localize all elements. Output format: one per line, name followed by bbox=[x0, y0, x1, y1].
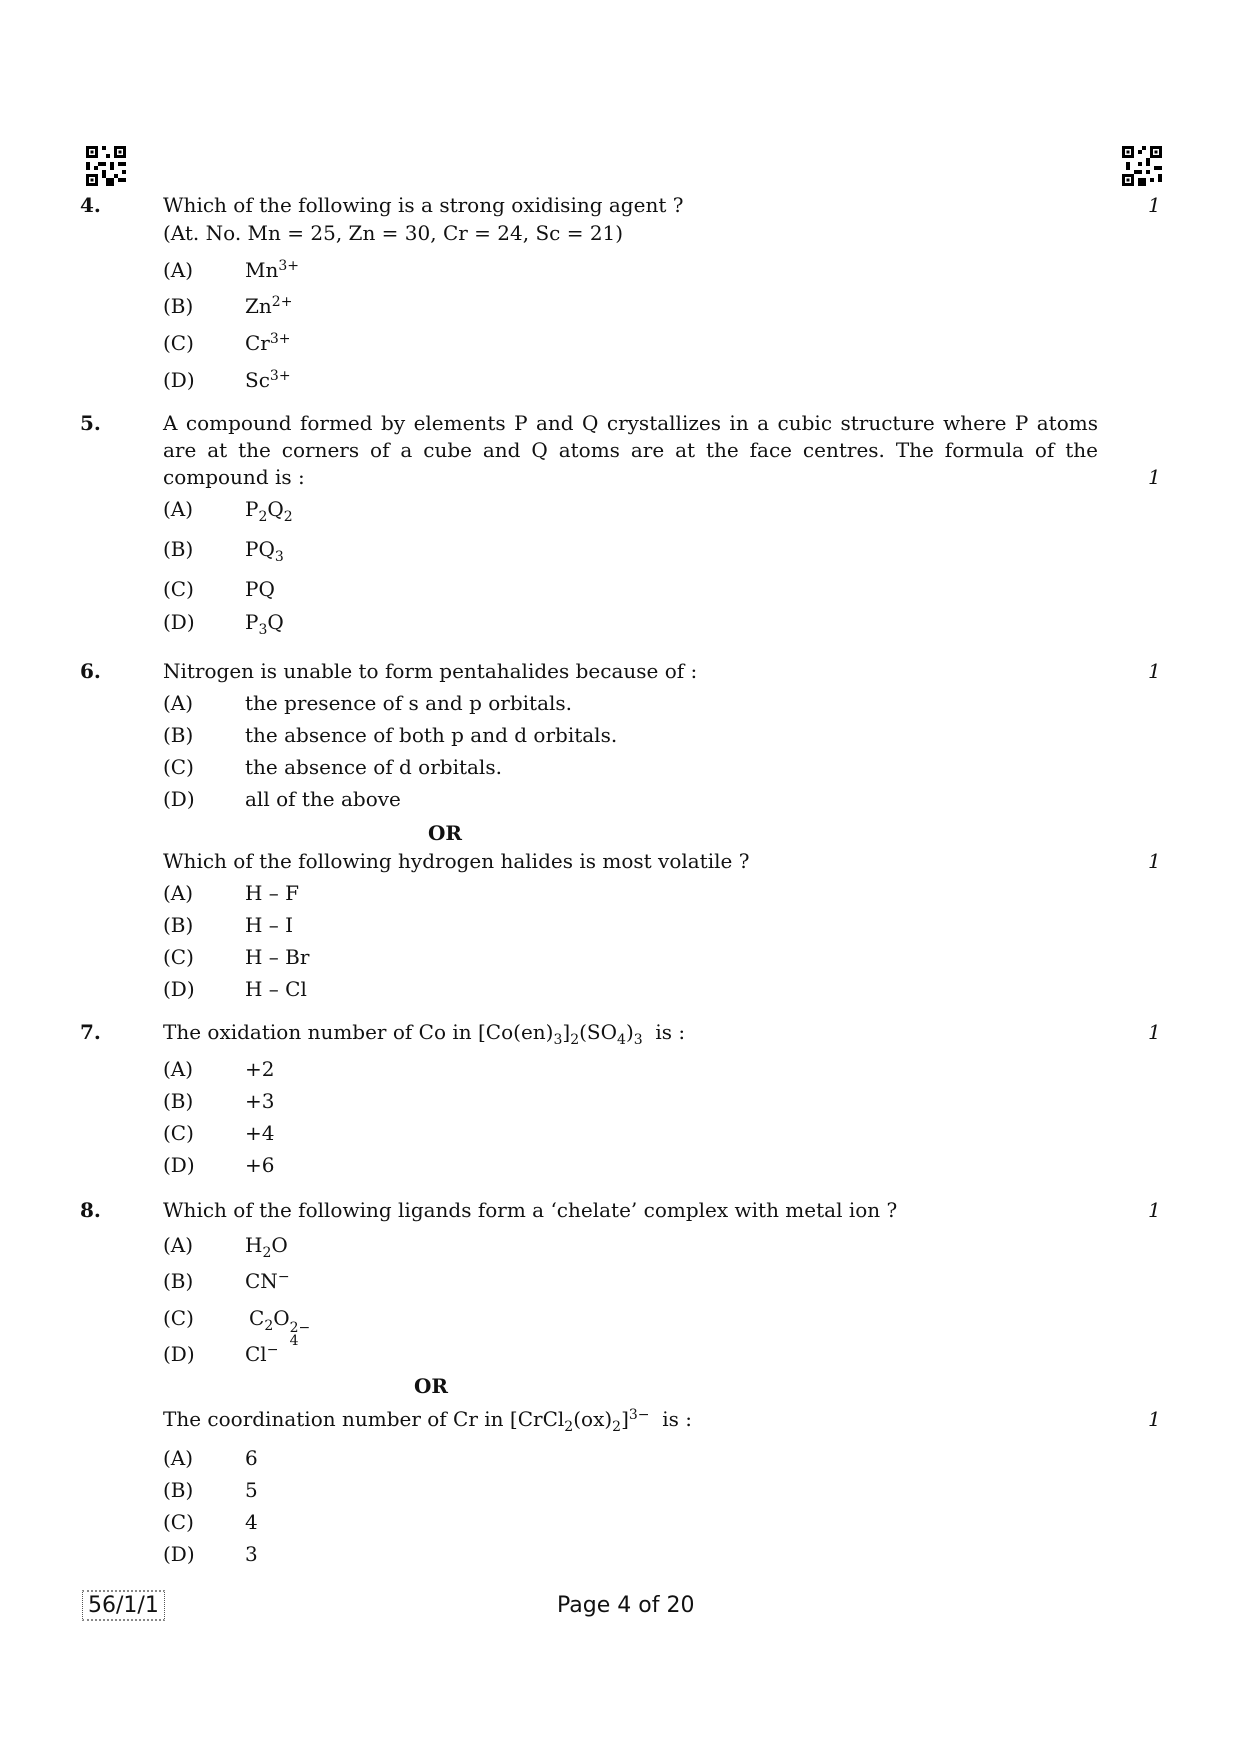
option-text: $P_2Q_2$ bbox=[245, 497, 293, 525]
option-label: (D) bbox=[163, 368, 195, 392]
marks: 1 bbox=[1148, 1020, 1161, 1044]
option-text: the presence of s and p orbitals. bbox=[245, 691, 573, 715]
option-text: $H_2O$ bbox=[245, 1233, 288, 1261]
option-label: (C) bbox=[163, 331, 194, 355]
option-text: H – I bbox=[245, 913, 294, 937]
option-text: PQ bbox=[245, 577, 275, 601]
formula: $[Co(en)_3]_2(SO_4)_3$ bbox=[478, 1020, 643, 1048]
option-label: (D) bbox=[163, 787, 195, 811]
option-text: the absence of d orbitals. bbox=[245, 755, 502, 779]
option-label: (C) bbox=[163, 1121, 194, 1145]
option-label: (D) bbox=[163, 977, 195, 1001]
option-text: 6 bbox=[245, 1446, 258, 1470]
option-label: (B) bbox=[163, 913, 194, 937]
option-label: (A) bbox=[163, 881, 194, 905]
option-text: all of the above bbox=[245, 787, 401, 811]
or-separator: OR bbox=[428, 821, 463, 845]
option-text: $Sc^{3+}$ bbox=[245, 368, 291, 392]
question-text: Nitrogen is unable to form pentahalides because of : bbox=[163, 659, 698, 683]
option-label: (B) bbox=[163, 1089, 194, 1113]
question-text: The coordination number of Cr in $[CrCl_2(ox)_2]^{3-}$ is : bbox=[163, 1407, 693, 1435]
option-text: 3 bbox=[245, 1542, 258, 1566]
qr-code-icon bbox=[86, 146, 126, 186]
question-note: (At. No. Mn = 25, Zn = 30, Cr = 24, Sc = 21) bbox=[163, 221, 624, 245]
option-text: $Cr^{3+}$ bbox=[245, 331, 291, 355]
option-text: Cl− bbox=[245, 1342, 279, 1366]
option-text: CN− bbox=[245, 1269, 290, 1293]
option-label: (A) bbox=[163, 1057, 194, 1081]
option-label: (D) bbox=[163, 1342, 195, 1366]
option-text: $Zn^{2+}$ bbox=[245, 294, 293, 318]
option-label: (C) bbox=[163, 945, 194, 969]
option-text: +6 bbox=[245, 1153, 275, 1177]
option-label: (B) bbox=[163, 294, 194, 318]
question-number: 6. bbox=[80, 659, 101, 683]
marks: 1 bbox=[1148, 659, 1161, 683]
marks: 1 bbox=[1148, 1198, 1161, 1222]
marks: 1 bbox=[1148, 1407, 1161, 1431]
or-separator: OR bbox=[414, 1374, 449, 1398]
option-text: $P_3Q$ bbox=[245, 610, 284, 638]
option-text: the absence of both p and d orbitals. bbox=[245, 723, 618, 747]
question-text: compound is : bbox=[163, 465, 305, 489]
option-label: (C) bbox=[163, 1306, 194, 1330]
formula: $[CrCl_2(ox)_2]^{3-}$ bbox=[509, 1407, 650, 1435]
question-number: 4. bbox=[80, 193, 101, 217]
question-number: 8. bbox=[80, 1198, 101, 1222]
question-text: are at the corners of a cube and Q atoms are at the face centres. The formula of the bbox=[163, 438, 1098, 462]
option-text: $C_2O$ 2− 4 bbox=[249, 1306, 311, 1349]
marks: 1 bbox=[1148, 465, 1161, 489]
option-label: (D) bbox=[163, 1153, 195, 1177]
question-text: Which of the following ligands form a ‘chelate’ complex with metal ion ? bbox=[163, 1198, 898, 1222]
paper-code: 56/1/1 bbox=[82, 1590, 165, 1621]
option-text: +4 bbox=[245, 1121, 275, 1145]
option-text: H – Cl bbox=[245, 977, 307, 1001]
option-label: (C) bbox=[163, 755, 194, 779]
question-text: Which of the following hydrogen halides is most volatile ? bbox=[163, 849, 750, 873]
option-label: (B) bbox=[163, 537, 194, 561]
option-label: (B) bbox=[163, 1478, 194, 1502]
page-number: Page 4 of 20 bbox=[557, 1593, 695, 1618]
option-label: (C) bbox=[163, 1510, 194, 1534]
qr-code-icon bbox=[1122, 146, 1162, 186]
option-label: (A) bbox=[163, 1233, 194, 1257]
question-text: A compound formed by elements P and Q crystallizes in a cubic structure where P atoms bbox=[163, 411, 1098, 435]
option-text: 4 bbox=[245, 1510, 258, 1534]
option-text: +3 bbox=[245, 1089, 275, 1113]
option-label: (D) bbox=[163, 610, 195, 634]
option-label: (C) bbox=[163, 577, 194, 601]
option-label: (A) bbox=[163, 1446, 194, 1470]
question-number: 5. bbox=[80, 411, 101, 435]
option-text: H – Br bbox=[245, 945, 310, 969]
marks: 1 bbox=[1148, 193, 1161, 217]
option-label: (A) bbox=[163, 258, 194, 282]
option-label: (A) bbox=[163, 691, 194, 715]
option-text: H – F bbox=[245, 881, 300, 905]
question-text: The oxidation number of Co in $[Co(en)_3]_2(SO_4)_3$ is : bbox=[163, 1020, 686, 1048]
option-text: $Mn^{3+}$ bbox=[245, 258, 299, 282]
option-label: (B) bbox=[163, 723, 194, 747]
question-text: Which of the following is a strong oxidising agent ? bbox=[163, 193, 684, 217]
option-label: (A) bbox=[163, 497, 194, 521]
option-label: (D) bbox=[163, 1542, 195, 1566]
option-text: 5 bbox=[245, 1478, 258, 1502]
marks: 1 bbox=[1148, 849, 1161, 873]
option-text: +2 bbox=[245, 1057, 275, 1081]
question-number: 7. bbox=[80, 1020, 101, 1044]
option-text: $PQ_3$ bbox=[245, 537, 284, 565]
option-label: (B) bbox=[163, 1269, 194, 1293]
